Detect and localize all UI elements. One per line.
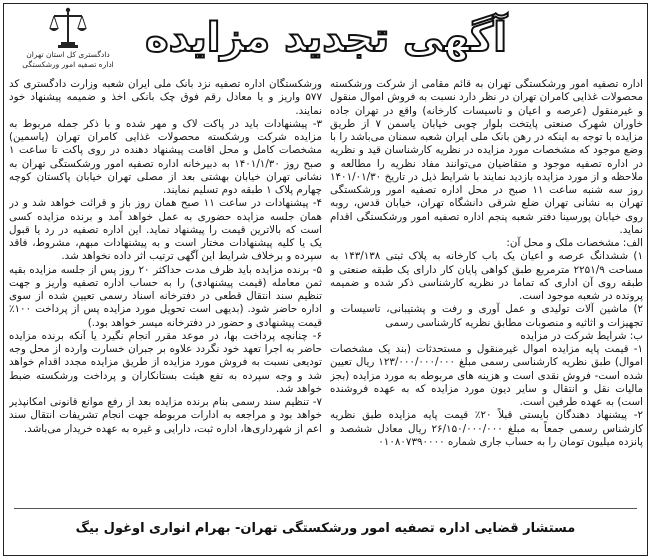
property-item-1: ۱) ششدانگ عرصه و اعیان یک باب کارخانه به پلاک ثبتی ۱۴۳/۱۳۸ به مساحت ۲۲۵۱/۹ مترمربع طبق کواهی پایان کار دارای یک طبقه صنعتی و طبقه روی آن اداری که تماما در نظریه کارشناسی ذکر شده و ضمیمه پرونده در شعبه موجود است. xyxy=(330,250,643,302)
title-box xyxy=(136,6,516,70)
condition-1: ۱- قیمت پایه مزایده اموال غیرمنقول و مستحدثات (بند یک مشخصات اموال) طبق نظریه کارشناسی رسمی مبلغ ۱۲۳/۰۰۰/۰۰۰/۰۰۰ ریال تعیین شده است- فروش نقدی است و هزینه های مربوطه به مورد مزایده (بجز مالیات نقل و انتقال و سایر دیون مورد مزایده که به عهده فروشنده است) به عهده طرفین است. xyxy=(330,343,643,408)
condition-6: ۶- چنانچه پرداخت بها، در موعد مقرر انجام نگیرد یا آنکه برنده مزایده حاضر به اجرا تعهد خود نگردد علاوه بر جبران خسارت وارده از محل وجه تودیعی نسبت به فروش مورد مزایده از طریق مزایده مجدد اقدام خواهد شد و وجه سپرده به نفع هیئت بستانکاران و پرداخت ورشکسته ضبط خواهد شد. xyxy=(9,329,322,395)
footer-divider xyxy=(14,508,637,509)
condition-3: ۳- پیشنهادات باید در پاکت لاک و مهر شده و با ذکر جمله مربوط به مزایده شرکت ورشکسته محصولات غذایی کامران تهران (یاسمین) مشخصات کامل و محل اقامت پیشنهاد دهنده در روی پاکت تا ساعت ۱ صبح روز ۱۴۰۱/۱/۳۰ به دبیرخانه اداره تصفیه امور ورشکستگی تهران به نشانی تهران خیابان بهشتی بعد از مصلی تهران خیابان پاکستان کوچه چهارم پلاک ۱ طبقه دوم تسلیم نمایند. xyxy=(9,117,322,196)
org-line-1: دادگستری کل استان تهران xyxy=(26,50,110,59)
judiciary-emblem xyxy=(8,6,128,88)
org-line-2: اداره تصفیه امور ورشکستگی xyxy=(22,60,114,69)
left-column xyxy=(9,78,322,503)
signature-line: مستشار قضایی اداره تصفیه امور ورشکستگی تهران- بهرام انواری اوغول بیگ xyxy=(75,521,576,536)
notice-header xyxy=(8,6,643,88)
condition-2-continued: ورشکستگان اداره تصفیه نزد بانک ملی ایران شعبه وزارت دادگستری کد ۵۷۷ واریز و یا معادل رقم فوق چک بانکی اخذ و ضمیمه پیشنهاد خود نمایند. xyxy=(9,78,322,117)
condition-7: ۷- تنظیم سند رسمی بنام برنده مزایده بعد از رفع موانع قانونی امکانپذیر خواهد بود و مراجعه به ادارات مربوطه جهت انجام تشریفات انتقال سند اعم از شهرداری‌ها، اداره ثبت، دارایی و غیره به عهده خریدار می‌باشد. xyxy=(9,396,322,435)
condition-2: ۲- پیشنهاد دهندگان بایستی قبلاً ۲۰٪ قیمت پایه مزایده طبق نظریه کارشناس رسمی جمعاً به مبلغ ۲۶/۱۵۰/۰۰۰/۰۰۰ ریال معادل ششصد و پانزده میلیون تومان را به حساب جاری شماره ۰۱۰۸۰۷۳۹۰۰۰۰ xyxy=(330,409,643,448)
intro-paragraph: اداره تصفیه امور ورشکستگی تهران به قائم مقامی از شرکت ورشکسته محصولات غذایی کامران تهران در نظر دارد نسبت به فروش اموال منقول و غیرمنقول (عرصه و اعیان و تاسیسات کارخانه) واقع در تهران جاده خاوران شهرک صنعتی پایتخت بلوار چوبی خیابان یاسمن ۷ از طریق مزایده با توجه به اینکه در رهن بانک ملی ایران شعبه سمنان می‌باشد را با وضع موجود که مشخصات مورد مزایده در نظریه کارشناسان قید و نظریه در اداره تصفیه موجود و متقاضیان می‌توانند مفاد نظریه را مطالعه و ملاحظه و از مورد مزایده بازدید نمایند با شرایط ذیل در تاریخ ۱۴۰۱/۰۱/۳۰ روز سه شنبه ساعت ۱۱ صبح در محل اداره تصفیه امور ورشکستگی تهران به نشانی تهران ضلع شرقی دانشگاه تهران، خیابان قدس، روبه روی خیابان پورسینا دفتر شعبه پنجم اداره تصفیه امور ورشکستگی اقدام نماید. xyxy=(330,78,643,236)
section-b-heading: ب: شرایط شرکت در مزایده xyxy=(520,329,643,342)
notice-title: آگهی تجدید مزایده xyxy=(145,15,507,61)
scales-of-justice-icon xyxy=(48,6,88,50)
property-item-2: ۲) ماشین آلات تولیدی و عمل آوری و رفت و پشتیبانی، تاسیسات و تجهیزات و اثاثیه و منصوبات مطابق نظریه کارشناسی رسمی xyxy=(330,303,643,329)
condition-4: ۴- پیشنهادات در ساعت ۱۱ صبح همان روز باز و قرائت خواهد شد و در همان جلسه مزایده حضوری به عمل خواهد آمد و برنده مزایده کسی است که بالاترین قیمت را پیشنهاد نماید. این اداره تصفیه در رد یا قبول یک یا کلیه پیشنهادات مختار است و به پیشنهادات مبهم، مشروط، فاقد سپرده و برخلاف شرایط این آگهی ترتیب اثر داده نخواهد شد. xyxy=(9,197,322,263)
notice-body xyxy=(8,78,643,503)
section-a-heading: الف: مشخصات ملک و محل آن: xyxy=(506,237,643,249)
right-column xyxy=(330,78,643,503)
condition-5: ۵- برنده مزایده باید ظرف مدت حداکثر ۲۰ روز پس از جلسه مزایده بقیه ثمن معامله (قیمت پیشنهادی) را به حساب اداره تصفیه واریز و جهت تنظیم سند انتقال قطعی در دفترخانه اسناد رسمی تعیین شده از سوی اداره حاضر شود. (بدیهی است تحویل مورد مزایده پس از پرداخت ۱۰۰٪ قیمت پیشنهادی و حضور در دفترخانه میسر خواهد بود.) xyxy=(9,263,322,329)
